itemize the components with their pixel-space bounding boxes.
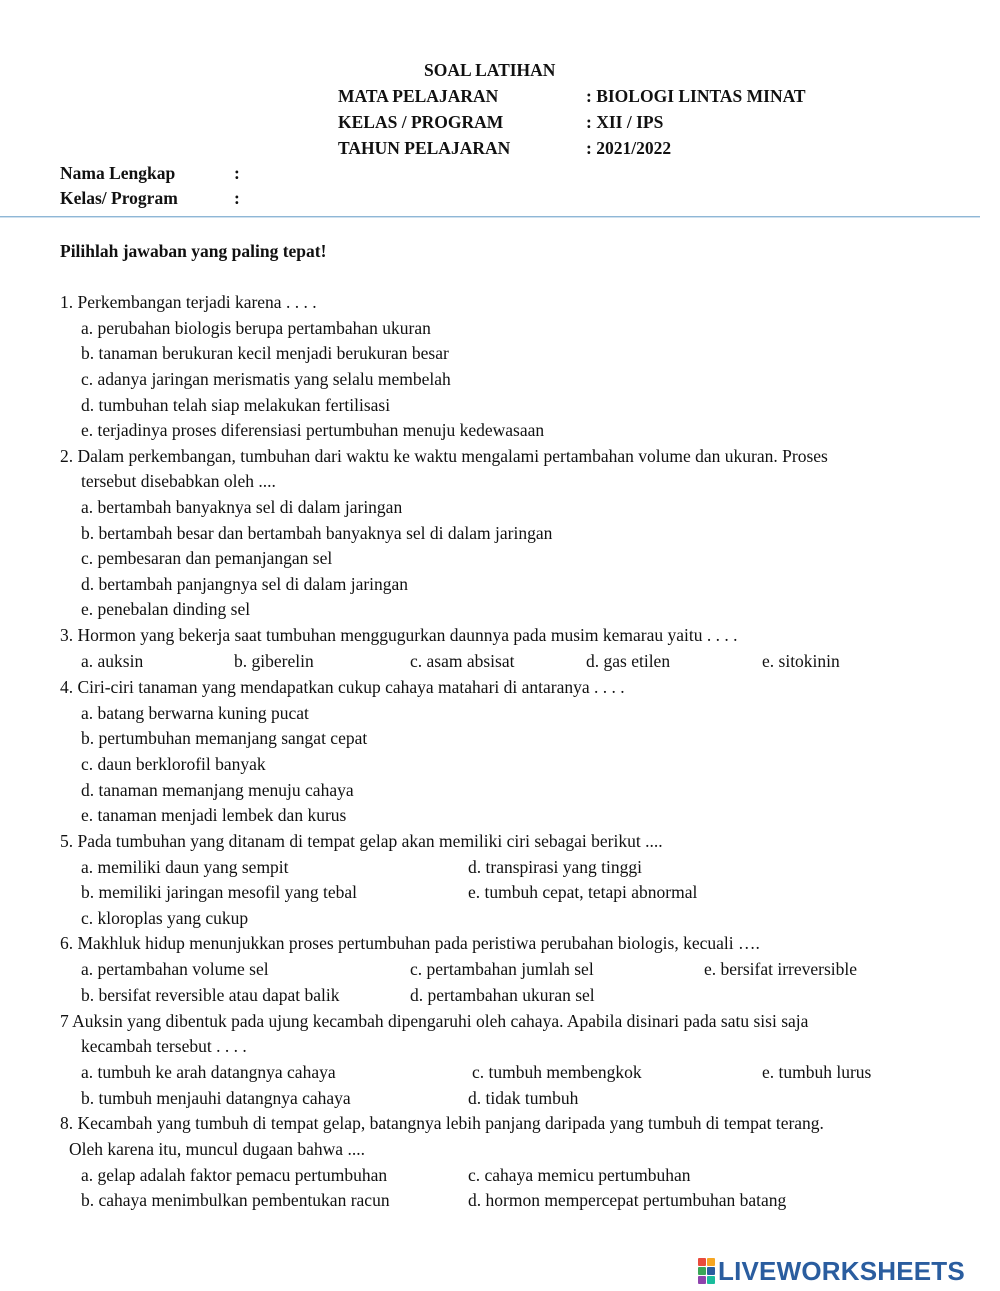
question-6-option-b[interactable]: b. bersifat reversible atau dapat balik xyxy=(81,985,340,1005)
question-3-option-e[interactable]: e. sitokinin xyxy=(762,651,840,671)
subject-label: MATA PELAJARAN xyxy=(338,86,499,106)
question-7-option-a[interactable]: a. tumbuh ke arah datangnya cahaya xyxy=(81,1062,336,1082)
document-title: SOAL LATIHAN xyxy=(424,60,556,80)
logo-blocks-icon xyxy=(698,1258,715,1284)
question-3-option-b[interactable]: b. giberelin xyxy=(234,651,314,671)
question-2-option-c[interactable]: c. pembesaran dan pemanjangan sel xyxy=(81,548,333,568)
question-5-option-c[interactable]: c. kloroplas yang cukup xyxy=(81,908,249,928)
class-program-label: KELAS / PROGRAM xyxy=(338,112,504,132)
question-6-option-d[interactable]: d. pertambahan ukuran sel xyxy=(410,985,595,1005)
logo-block xyxy=(707,1276,715,1284)
question-8-option-b[interactable]: b. cahaya menimbulkan pembentukan racun xyxy=(81,1190,390,1210)
subject-value: : BIOLOGI LINTAS MINAT xyxy=(586,86,806,106)
student-class-label: Kelas/ Program xyxy=(60,188,178,208)
question-7-text: 7 Auksin yang dibentuk pada ujung kecambah dipengaruhi oleh cahaya. Apabila disinari pada satu sisi saja xyxy=(60,1011,809,1031)
school-year-label: TAHUN PELAJARAN xyxy=(338,138,511,158)
question-1-option-e[interactable]: e. terjadinya proses diferensiasi pertumbuhan menuju kedewasaan xyxy=(81,420,545,440)
question-2-text: 2. Dalam perkembangan, tumbuhan dari waktu ke waktu mengalami pertambahan volume dan ukuran. Proses xyxy=(60,446,828,466)
logo-block xyxy=(698,1258,706,1266)
question-4-option-c[interactable]: c. daun berklorofil banyak xyxy=(81,754,266,774)
logo-block xyxy=(707,1267,715,1275)
question-6-option-c[interactable]: c. pertambahan jumlah sel xyxy=(410,959,594,979)
question-7-option-b[interactable]: b. tumbuh menjauhi datangnya cahaya xyxy=(81,1088,351,1108)
question-3-option-d[interactable]: d. gas etilen xyxy=(586,651,671,671)
question-4-option-e[interactable]: e. tanaman menjadi lembek dan kurus xyxy=(81,805,347,825)
question-6-option-a[interactable]: a. pertambahan volume sel xyxy=(81,959,269,979)
question-4-text: 4. Ciri-ciri tanaman yang mendapatkan cukup cahaya matahari di antaranya . . . . xyxy=(60,677,625,697)
question-3-option-c[interactable]: c. asam absisat xyxy=(410,651,515,671)
logo-text: LIVEWORKSHEETS xyxy=(718,1255,965,1286)
question-7-text-cont: kecambah tersebut . . . . xyxy=(81,1036,247,1056)
question-2-option-e[interactable]: e. penebalan dinding sel xyxy=(81,599,251,619)
question-5-text: 5. Pada tumbuhan yang ditanam di tempat gelap akan memiliki ciri sebagai berikut .... xyxy=(60,831,663,851)
question-2-option-b[interactable]: b. bertambah besar dan bertambah banyaknya sel di dalam jaringan xyxy=(81,523,553,543)
student-name-label: Nama Lengkap xyxy=(60,163,176,183)
question-8-option-d[interactable]: d. hormon mempercepat pertumbuhan batang xyxy=(468,1190,787,1210)
class-program-value: : XII / IPS xyxy=(586,112,664,132)
question-7-option-d[interactable]: d. tidak tumbuh xyxy=(468,1088,579,1108)
student-class-colon: : xyxy=(234,188,240,208)
logo-block xyxy=(698,1276,706,1284)
instruction: Pilihlah jawaban yang paling tepat! xyxy=(60,241,327,261)
question-2-text-cont: tersebut disebabkan oleh .... xyxy=(81,471,276,491)
question-6-text: 6. Makhluk hidup menunjukkan proses pertumbuhan pada peristiwa perubahan biologis, kecuali …. xyxy=(60,933,760,953)
question-6-option-e[interactable]: e. bersifat irreversible xyxy=(704,959,858,979)
question-2-option-d[interactable]: d. bertambah panjangnya sel di dalam jaringan xyxy=(81,574,409,594)
question-5-option-e[interactable]: e. tumbuh cepat, tetapi abnormal xyxy=(468,882,698,902)
liveworksheets-logo xyxy=(698,1256,965,1286)
question-1-option-a[interactable]: a. perubahan biologis berupa pertambahan ukuran xyxy=(81,318,431,338)
question-8-text-cont: Oleh karena itu, muncul dugaan bahwa .... xyxy=(69,1139,365,1159)
question-1-text: 1. Perkembangan terjadi karena . . . . xyxy=(60,292,317,312)
question-5-option-a[interactable]: a. memiliki daun yang sempit xyxy=(81,857,289,877)
question-8-text: 8. Kecambah yang tumbuh di tempat gelap, batangnya lebih panjang daripada yang tumbuh di tempat terang. xyxy=(60,1113,824,1133)
logo-block xyxy=(698,1267,706,1275)
question-1-option-c[interactable]: c. adanya jaringan merismatis yang selalu membelah xyxy=(81,369,451,389)
question-1-option-b[interactable]: b. tanaman berukuran kecil menjadi berukuran besar xyxy=(81,343,449,363)
question-4-option-b[interactable]: b. pertumbuhan memanjang sangat cepat xyxy=(81,728,368,748)
question-4-option-a[interactable]: a. batang berwarna kuning pucat xyxy=(81,703,309,723)
question-8-option-c[interactable]: c. cahaya memicu pertumbuhan xyxy=(468,1165,691,1185)
question-5-option-b[interactable]: b. memiliki jaringan mesofil yang tebal xyxy=(81,882,358,902)
question-7-option-c[interactable]: c. tumbuh membengkok xyxy=(472,1062,642,1082)
student-name-colon: : xyxy=(234,163,240,183)
logo-block xyxy=(707,1258,715,1266)
question-3-text: 3. Hormon yang bekerja saat tumbuhan menggugurkan daunnya pada musim kemarau yaitu . . . . xyxy=(60,625,738,645)
question-1-option-d[interactable]: d. tumbuhan telah siap melakukan fertilisasi xyxy=(81,395,391,415)
question-2-option-a[interactable]: a. bertambah banyaknya sel di dalam jaringan xyxy=(81,497,403,517)
question-4-option-d[interactable]: d. tanaman memanjang menuju cahaya xyxy=(81,780,354,800)
question-5-option-d[interactable]: d. transpirasi yang tinggi xyxy=(468,857,643,877)
question-3-option-a[interactable]: a. auksin xyxy=(81,651,144,671)
question-8-option-a[interactable]: a. gelap adalah faktor pemacu pertumbuhan xyxy=(81,1165,388,1185)
question-7-option-e[interactable]: e. tumbuh lurus xyxy=(762,1062,872,1082)
header-divider xyxy=(0,216,980,217)
school-year-value: : 2021/2022 xyxy=(586,138,672,158)
